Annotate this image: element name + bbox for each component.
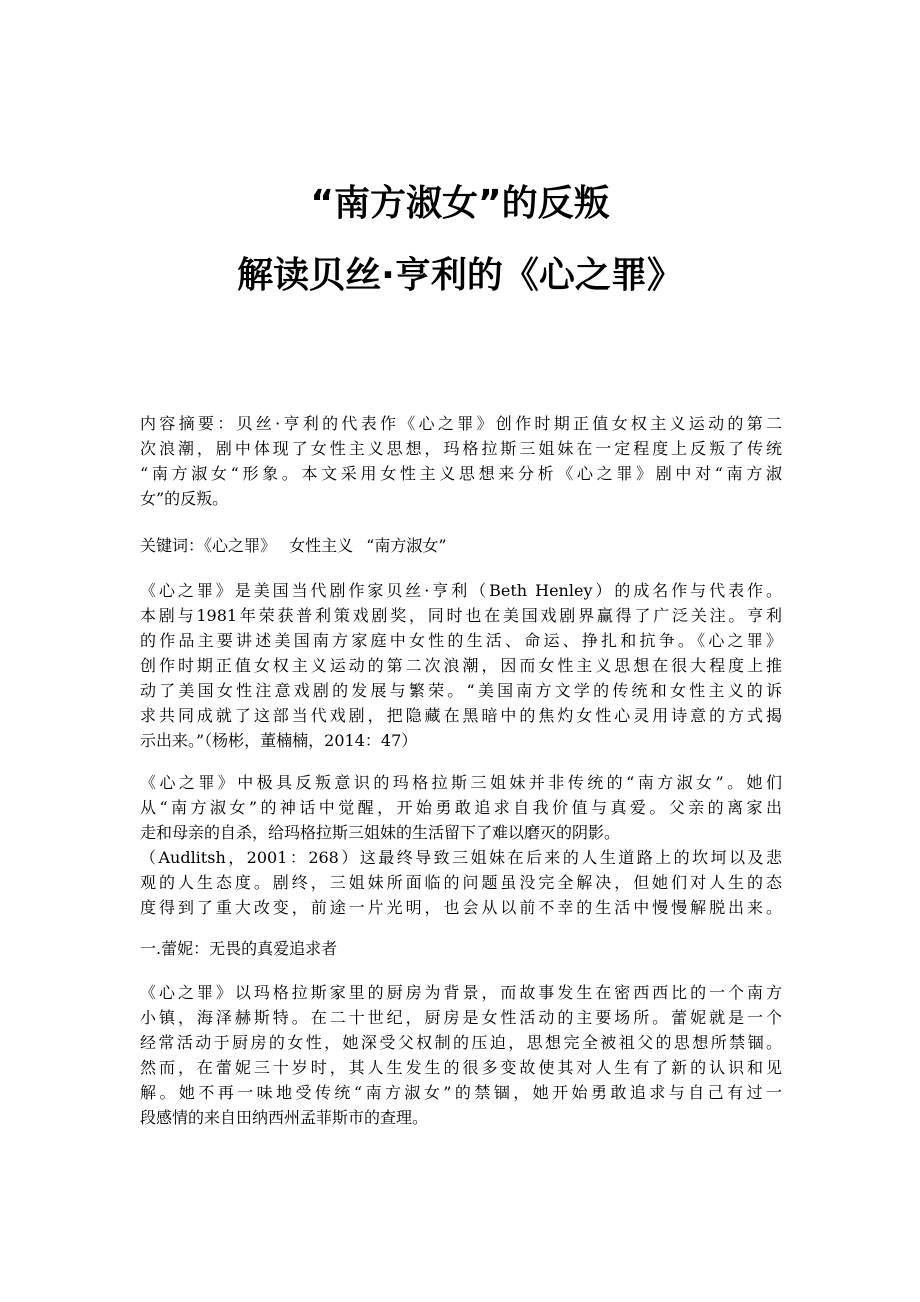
paragraph-line: 的作品主要讲述美国南方家庭中女性的生活、命运、挣扎和抗争。《心之罪》 — [140, 631, 782, 650]
paragraph-line: 本剧与1981年荣获普利策戏剧奖，同时也在美国戏剧界赢得了广泛关注。亨利 — [140, 606, 782, 625]
paragraph-line: 创作时期正值女权主义运动的第二次浪潮，因而女性主义思想在很大程度上推 — [140, 656, 782, 675]
paragraph-line: 段感情的来自田纳西州孟菲斯市的查理。 — [140, 1108, 429, 1127]
abstract-line: “南方淑女“形象。本文采用女性主义思想来分析《心之罪》剧中对“南方淑 — [140, 464, 782, 483]
section-heading — [140, 936, 782, 961]
body-paragraph-2 — [140, 770, 782, 920]
body-paragraph-1 — [140, 578, 782, 753]
paragraph-line: 走和母亲的自杀，给玛格拉斯三姐妹的生活留下了难以磨灭的阴影。 — [140, 823, 621, 842]
abstract-line: 女”的反叛。 — [140, 489, 229, 508]
paragraph-line: 动了美国女性注意戏剧的发展与繁荣。“美国南方文学的传统和女性主义的诉 — [140, 681, 782, 700]
paragraph-line: 从“南方淑女”的神话中觉醒，开始勇敢追求自我价值与真爱。父亲的离家出 — [140, 798, 782, 817]
paragraph-line: 度得到了重大改变，前途一片光明，也会从以前不幸的生活中慢慢解脱出来。 — [140, 898, 782, 917]
abstract-line: 次浪潮，剧中体现了女性主义思想，玛格拉斯三姐妹在一定程度上反叛了传统 — [140, 439, 782, 458]
keywords-text: 关键词：《心之罪》 女性主义 “南方淑女” — [140, 536, 447, 555]
title-line-1: “南方淑女”的反叛 — [310, 183, 610, 224]
section-heading-text: 一.蕾妮：无畏的真爱追求者 — [140, 939, 338, 958]
title-line-2: 解读贝丝·亨利的《心之罪》 — [237, 255, 683, 296]
paragraph-line: （Audlitsh，2001：268）这最终导致三姐妹在后来的人生道路上的坎坷以及悲 — [140, 848, 782, 867]
paragraph-line: 《心之罪》是美国当代剧作家贝丝·亨利（Beth Henley）的成名作与代表作。 — [140, 581, 782, 600]
paragraph-line: 经常活动于厨房的女性，她深受父权制的压迫，思想完全被祖父的思想所禁锢。 — [140, 1033, 782, 1052]
keywords-line — [140, 533, 782, 558]
abstract-paragraph — [140, 411, 782, 511]
paragraph-line: 《心之罪》以玛格拉斯家里的厨房为背景，而故事发生在密西西比的一个南方 — [140, 983, 782, 1002]
abstract-line: 内容摘要：贝丝·亨利的代表作《心之罪》创作时期正值女权主义运动的第二 — [140, 414, 782, 433]
paragraph-line: 然而，在蕾妮三十岁时，其人生发生的很多变故使其对人生有了新的认识和见 — [140, 1058, 782, 1077]
paragraph-line: 示出来。”（杨彬，董楠楠，2014：47） — [140, 731, 418, 750]
paragraph-line: 《心之罪》中极具反叛意识的玛格拉斯三姐妹并非传统的“南方淑女”。她们 — [140, 773, 782, 792]
paragraph-line: 解。她不再一味地受传统“南方淑女”的禁锢，她开始勇敢追求与自己有过一 — [140, 1083, 782, 1102]
paragraph-line: 观的人生态度。剧终，三姐妹所面临的问题虽没完全解决，但她们对人生的态 — [140, 873, 782, 892]
body-paragraph-3 — [140, 980, 782, 1130]
paragraph-line: 小镇，海泽赫斯特。在二十世纪，厨房是女性活动的主要场所。蕾妮就是一个 — [140, 1008, 782, 1027]
paragraph-line: 求共同成就了这部当代戏剧，把隐藏在黑暗中的焦灼女性心灵用诗意的方式揭 — [140, 706, 782, 725]
